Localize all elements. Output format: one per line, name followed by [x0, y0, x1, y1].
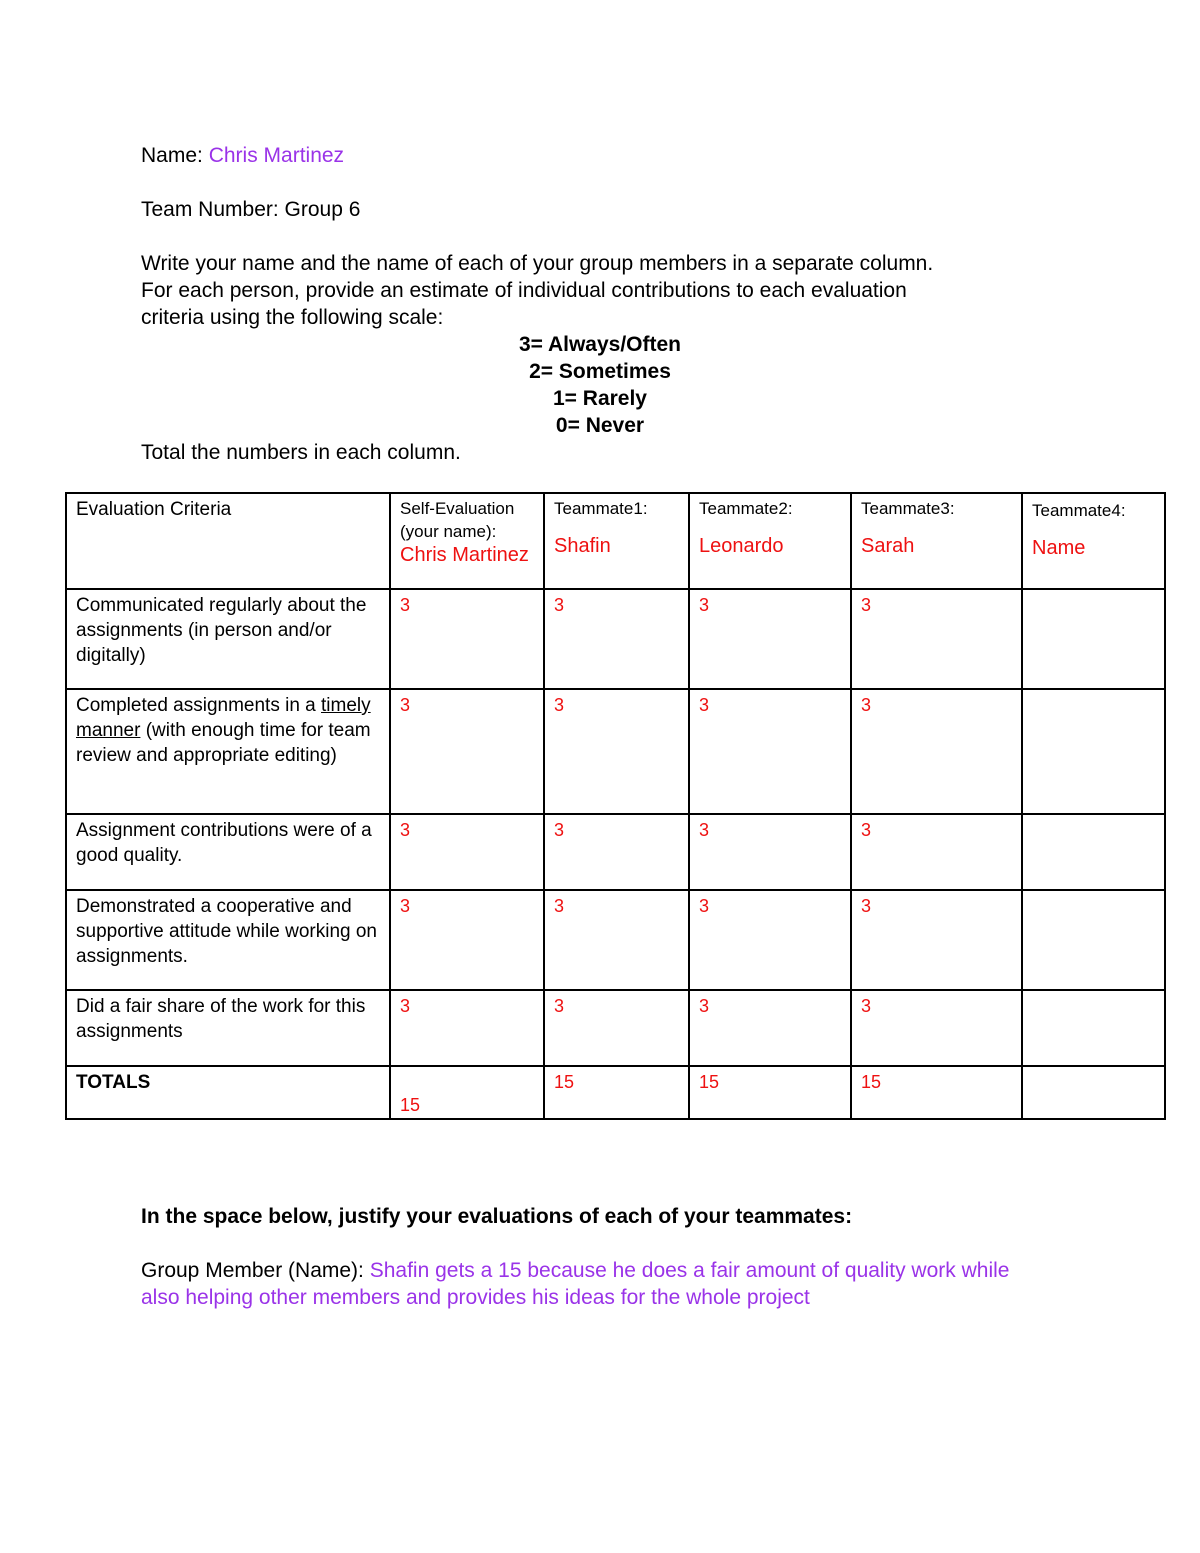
criteria-cell: Demonstrated a cooperative and supportive attitude while working on assignments. [66, 890, 390, 990]
score-cell: 3 [390, 589, 544, 689]
score-cell: 3 [544, 689, 689, 814]
scale-item-3: 3= Always/Often [518, 333, 682, 356]
score-cell: 3 [689, 990, 851, 1066]
score-cell [1022, 990, 1165, 1066]
total-cell: 15 [689, 1066, 851, 1119]
score-cell: 3 [851, 990, 1022, 1066]
table-row [66, 990, 1165, 1066]
table-row [66, 814, 1165, 890]
total-cell [1022, 1066, 1165, 1119]
justification-text: Shafin gets a 15 because he does a fair amount of quality work while also helping other members and provides his ideas for the whole project [141, 1259, 1010, 1309]
total-instruction: Total the numbers in each column. [141, 441, 461, 464]
evaluation-table [65, 492, 1166, 1120]
score-cell: 3 [544, 990, 689, 1066]
criteria-cell [66, 689, 390, 814]
column-header-teammate2 [689, 493, 851, 589]
score-cell: 3 [851, 689, 1022, 814]
criteria-text: Completed assignments in a [76, 695, 322, 716]
column-person-name: Name [1032, 537, 1086, 559]
score-cell: 3 [544, 814, 689, 890]
column-label: Teammate1: [554, 499, 648, 518]
total-cell: 15 [851, 1066, 1022, 1119]
score-cell: 3 [390, 890, 544, 990]
instruction-line-3: criteria using the following scale: [141, 306, 444, 329]
score-cell [1022, 890, 1165, 990]
score-cell: 3 [544, 589, 689, 689]
score-cell: 3 [544, 890, 689, 990]
table-row [66, 689, 1165, 814]
criteria-text: (with enough time for team review and appropriate editing) [76, 720, 371, 766]
score-cell: 3 [851, 890, 1022, 990]
column-label: Teammate2: [699, 499, 793, 518]
criteria-cell: Did a fair share of the work for this assignments [66, 990, 390, 1066]
column-person-name: Leonardo [699, 535, 784, 557]
column-header-teammate4 [1022, 493, 1165, 589]
totals-label: TOTALS [66, 1066, 390, 1119]
column-label: Teammate4: [1032, 501, 1126, 520]
team-number-line: Team Number: Group 6 [141, 198, 361, 221]
table-header-row [66, 493, 1165, 589]
score-cell: 3 [689, 589, 851, 689]
column-header-teammate3 [851, 493, 1022, 589]
score-cell [1022, 689, 1165, 814]
score-cell: 3 [689, 689, 851, 814]
table-row [66, 890, 1165, 990]
criteria-cell: Assignment contributions were of a good quality. [66, 814, 390, 890]
column-header-self [390, 493, 544, 589]
column-header-teammate1 [544, 493, 689, 589]
score-cell: 3 [390, 689, 544, 814]
column-person-name: Shafin [554, 535, 611, 557]
scale-item-0: 0= Never [555, 414, 645, 437]
total-cell: 15 [544, 1066, 689, 1119]
instruction-line-1: Write your name and the name of each of your group members in a separate column. [141, 252, 934, 275]
score-cell: 3 [851, 589, 1022, 689]
group-member-label: Group Member (Name): [141, 1259, 370, 1282]
score-cell [1022, 814, 1165, 890]
name-value: Chris Martinez [208, 144, 345, 167]
criteria-header-cell [66, 493, 390, 589]
column-person-name: Sarah [861, 535, 915, 557]
criteria-header: Evaluation Criteria [76, 499, 232, 520]
scale-item-1: 1= Rarely [553, 387, 647, 410]
criteria-underlined-text: timely manner [76, 695, 371, 741]
score-cell: 3 [689, 814, 851, 890]
criteria-cell: Communicated regularly about the assignments (in person and/or digitally) [66, 589, 390, 689]
score-cell: 3 [390, 814, 544, 890]
name-line [141, 142, 344, 169]
instruction-line-2: For each person, provide an estimate of individual contributions to each evaluation [141, 279, 907, 302]
score-cell [1022, 589, 1165, 689]
justification-heading: In the space below, justify your evaluations of each of your teammates: [141, 1205, 853, 1228]
column-label: Teammate3: [861, 499, 955, 518]
name-label: Name: [141, 144, 209, 167]
column-label: Self-Evaluation (your name): [400, 499, 515, 541]
column-person-name: Chris Martinez [400, 544, 529, 566]
score-cell: 3 [390, 990, 544, 1066]
scale-item-2: 2= Sometimes [529, 360, 671, 383]
score-cell: 3 [851, 814, 1022, 890]
score-cell: 3 [689, 890, 851, 990]
table-row [66, 589, 1165, 689]
total-cell: 15 [390, 1066, 544, 1119]
justification-body [141, 1257, 1041, 1311]
totals-row [66, 1066, 1165, 1119]
